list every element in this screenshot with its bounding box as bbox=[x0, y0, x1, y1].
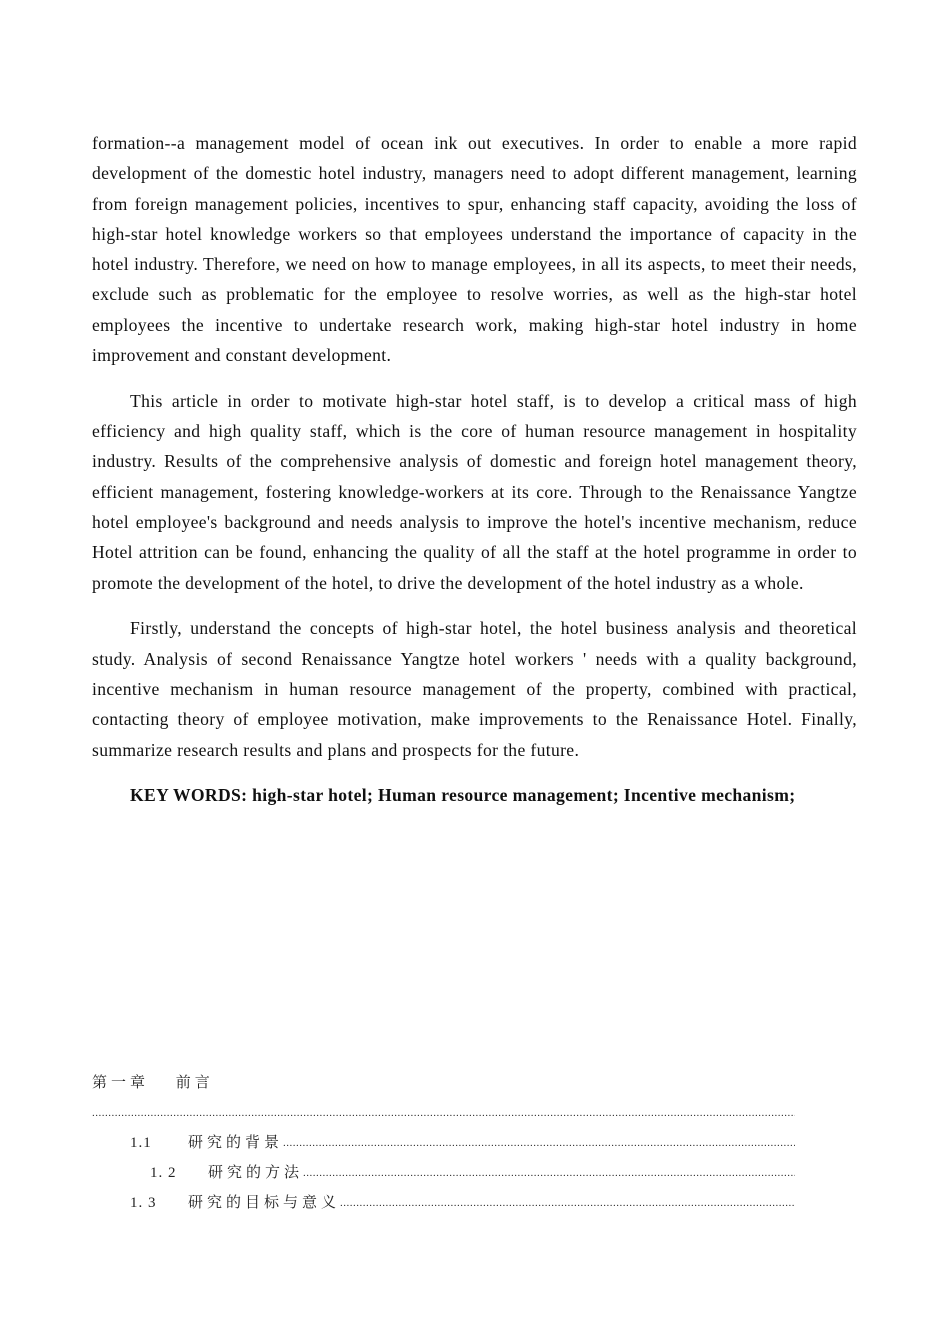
toc-chapter[interactable] bbox=[92, 1068, 795, 1098]
toc-item[interactable] bbox=[92, 1188, 795, 1218]
toc-item-title: 研究的背景 bbox=[188, 1135, 284, 1151]
table-of-contents bbox=[92, 1068, 795, 1218]
toc-dots bbox=[303, 1158, 795, 1188]
abstract-body bbox=[92, 128, 857, 826]
toc-dots bbox=[283, 1128, 795, 1158]
toc-leader bbox=[92, 1098, 795, 1128]
toc-item-number: 1.1 bbox=[130, 1135, 152, 1151]
toc-item[interactable] bbox=[92, 1158, 795, 1188]
keywords: KEY WORDS: high-star hotel; Human resource management; Incentive mechanism; bbox=[130, 785, 796, 806]
toc-chapter-title: 第一章 前言 bbox=[92, 1075, 214, 1091]
toc-item-number: 1. 3 bbox=[130, 1195, 157, 1211]
toc-dots bbox=[92, 1098, 795, 1128]
toc-item[interactable] bbox=[92, 1128, 795, 1158]
abstract-paragraph: Firstly, understand the concepts of high-star hotel, the hotel business analysis and theoretical study. Analysis of second Renaissance Yangtze hotel workers ' needs with a quality background, incentive mechanism in human resource management of the property, combined with practical, contacting theory of employee motivation, make improvements to the Renaissance Hotel. Finally, summarize research results and plans and prospects for the future. bbox=[92, 618, 857, 760]
abstract-paragraph: formation--a management model of ocean ink out executives. In order to enable a more rapid development of the domestic hotel industry, managers need to adopt different management, learning from foreign management policies, incentives to spur, enhancing staff capacity, avoiding the loss of high-star hotel knowledge workers so that employees understand the importance of capacity in the hotel industry. Therefore, we need on how to manage employees, in all its aspects, to meet their needs, exclude such as problematic for the employee to resolve worries, as well as the high-star hotel employees the incentive to undertake research work, making high-star hotel industry in home improvement and constant development. bbox=[92, 133, 857, 366]
toc-item-title: 研究的目标与意义 bbox=[188, 1195, 341, 1211]
abstract-paragraph: This article in order to motivate high-star hotel staff, is to develop a critical mass of high efficiency and high quality staff, which is the core of human resource management in hospitality industry. Results of the comprehensive analysis of domestic and foreign hotel management theory, efficient management, fostering knowledge-workers at its core. Through to the Renaissance Yangtze hotel employee's background and needs analysis to improve the hotel's incentive mechanism, reduce Hotel attrition can be found, enhancing the quality of all the staff at the hotel programme in order to promote the development of the hotel, to drive the development of the hotel industry as a whole. bbox=[92, 390, 857, 593]
toc-dots bbox=[340, 1188, 795, 1218]
toc-item-title: 研究的方法 bbox=[208, 1165, 304, 1181]
toc-item-number: 1. 2 bbox=[150, 1165, 177, 1181]
